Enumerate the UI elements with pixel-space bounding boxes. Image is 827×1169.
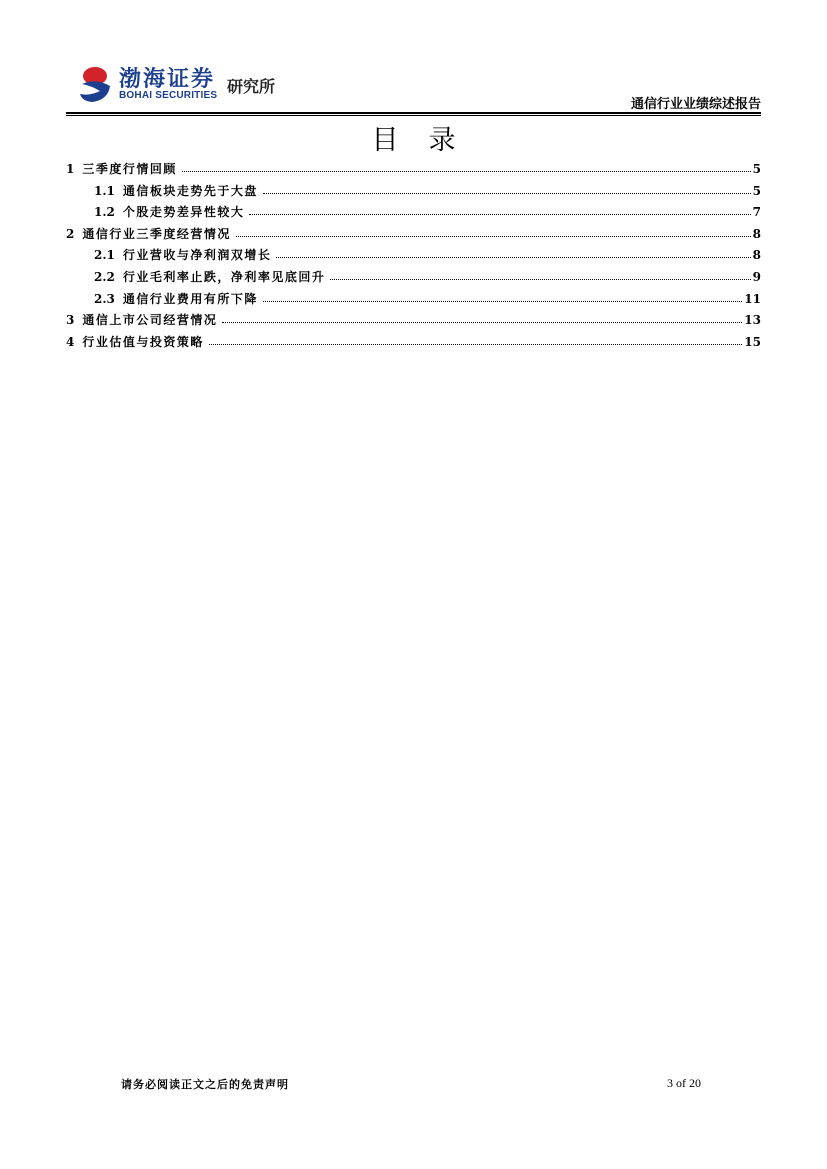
toc-entry[interactable]	[66, 182, 761, 204]
toc-entry-number: 1.1	[94, 183, 115, 198]
toc-dot-leader	[330, 278, 750, 280]
toc-entry[interactable]	[66, 311, 761, 333]
toc-entry[interactable]	[66, 160, 761, 182]
toc-dot-leader	[222, 321, 742, 323]
toc-entry-number: 2	[66, 226, 75, 241]
toc-entry[interactable]	[66, 225, 761, 247]
toc-entry[interactable]	[66, 290, 761, 312]
toc-dot-leader	[263, 300, 742, 302]
toc-entry-number: 2.1	[94, 248, 115, 263]
toc-entry-title: 通信板块走势先于大盘	[122, 183, 258, 198]
toc-entry-page: 13	[744, 313, 761, 328]
toc-entry-page: 8	[752, 248, 761, 263]
toc-entry-title: 通信行业三季度经营情况	[82, 226, 231, 241]
toc-title: 目录	[371, 125, 486, 156]
toc-entry[interactable]	[66, 246, 761, 268]
logo-english-name: BOHAI SECURITIES	[119, 90, 218, 101]
disclaimer-note: 请务必阅读正文之后的免责声明	[121, 1078, 289, 1091]
toc-dot-leader	[276, 256, 750, 258]
toc-entry-number: 2.2	[94, 269, 115, 284]
toc-dot-leader	[236, 235, 751, 237]
toc-entry-title: 通信行业费用有所下降	[122, 291, 258, 306]
toc-entry-page: 15	[744, 334, 761, 349]
logo-chinese-name: 渤海证券	[119, 67, 216, 92]
toc-entry-page: 7	[752, 205, 761, 220]
toc-entry[interactable]	[66, 203, 761, 225]
toc-entry-title: 行业营收与净利润双增长	[122, 248, 272, 263]
toc-entry-number: 1	[66, 162, 75, 176]
toc-entry-title: 行业毛利率止跌，净利率见底回升	[122, 269, 326, 284]
header-rule-thin	[66, 115, 761, 116]
page-number: 3 of 20	[667, 1076, 701, 1090]
toc-entry-title: 个股走势差异性较大	[122, 205, 245, 220]
report-name: 通信行业业绩综述报告	[630, 97, 761, 112]
table-of-contents	[66, 160, 761, 354]
bohai-logo-icon	[78, 64, 114, 104]
toc-entry-number: 1.2	[94, 205, 115, 220]
toc-entry-title: 三季度行情回顾	[82, 162, 177, 176]
toc-entry-title: 行业估值与投资策略	[82, 334, 204, 349]
toc-dot-leader	[182, 170, 751, 172]
company-logo	[78, 62, 298, 106]
toc-entry-page: 8	[752, 226, 761, 241]
toc-dot-leader	[209, 343, 742, 345]
toc-entry-page: 11	[744, 291, 761, 306]
toc-entry-page: 5	[752, 183, 761, 198]
toc-dot-leader	[263, 192, 751, 194]
toc-entry-title: 通信上市公司经营情况	[82, 313, 218, 328]
toc-entry-number: 2.3	[94, 291, 115, 306]
toc-entry-number: 4	[66, 334, 75, 349]
toc-entry[interactable]	[66, 333, 761, 355]
header-rule	[66, 112, 761, 114]
toc-entry[interactable]	[66, 268, 761, 290]
toc-entry-page: 9	[752, 269, 761, 284]
toc-entry-page: 5	[752, 162, 761, 176]
toc-entry-number: 3	[66, 313, 75, 328]
toc-dot-leader	[249, 213, 750, 215]
logo-institute: 研究所	[227, 77, 276, 96]
